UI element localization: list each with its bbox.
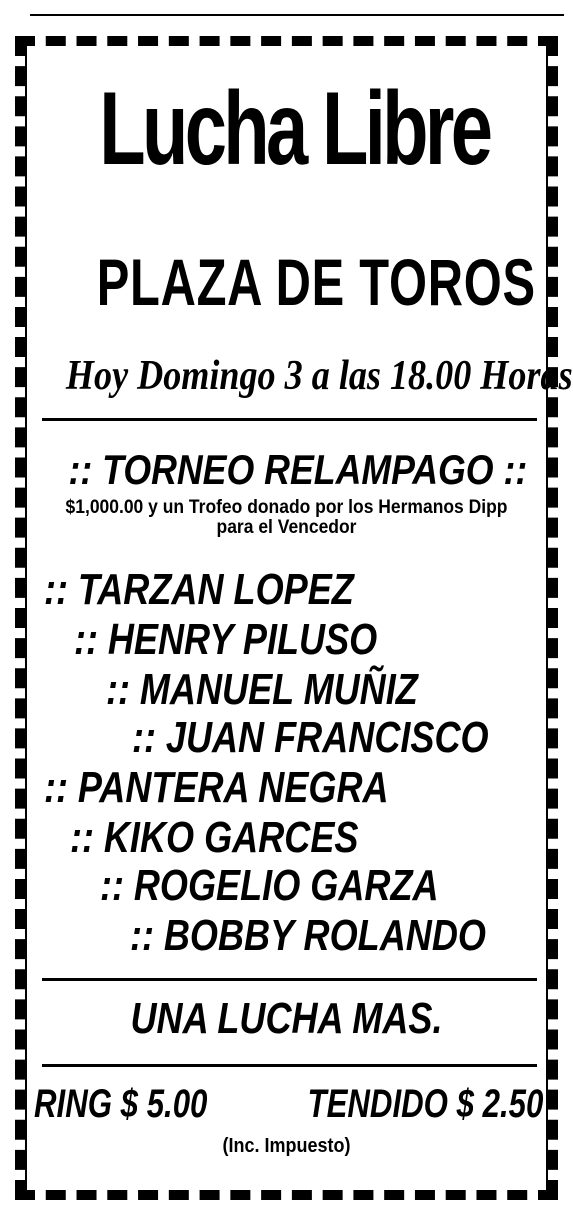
fighter-5 bbox=[44, 764, 389, 812]
fighter-name: BOBBY ROLANDO bbox=[163, 911, 486, 960]
fighter-3 bbox=[106, 666, 418, 714]
fighter-name: PANTERA NEGRA bbox=[77, 763, 389, 812]
tournament-title: :: TORNEO RELAMPAGO :: bbox=[68, 446, 528, 493]
prize-text: $1,000.00 y un Trofeo donado por los Hermanos Dipp para el Vencedor bbox=[65, 497, 508, 538]
fighter-4 bbox=[132, 714, 489, 762]
separator: :: bbox=[44, 565, 69, 614]
fighter-name: JUAN FRANCISCO bbox=[165, 713, 489, 762]
ring-price: RING $ 5.00 bbox=[34, 1082, 208, 1126]
divider-middle bbox=[42, 978, 537, 981]
fighter-2 bbox=[74, 616, 377, 664]
separator: :: bbox=[44, 763, 69, 812]
tax-note: (Inc. Impuesto) bbox=[222, 1135, 351, 1157]
ad-title: Lucha Libre bbox=[99, 71, 490, 187]
top-rule bbox=[30, 14, 564, 16]
fighter-name: TARZAN LOPEZ bbox=[77, 565, 354, 614]
separator: :: bbox=[70, 813, 95, 862]
separator: :: bbox=[106, 665, 131, 714]
fighter-8 bbox=[130, 912, 486, 960]
divider-top bbox=[42, 418, 537, 421]
venue: PLAZA DE TOROS bbox=[96, 245, 536, 319]
separator: :: bbox=[130, 911, 155, 960]
event-datetime: Hoy Domingo 3 a las 18.00 Horas bbox=[65, 353, 573, 399]
separator: :: bbox=[74, 615, 99, 664]
fighter-7 bbox=[100, 862, 439, 910]
separator: :: bbox=[100, 861, 125, 910]
fighter-6 bbox=[70, 814, 358, 862]
fighter-name: ROGELIO GARZA bbox=[133, 861, 439, 910]
fighter-1 bbox=[44, 566, 354, 614]
extra-bout: UNA LUCHA MAS. bbox=[130, 994, 443, 1043]
separator: :: bbox=[132, 713, 157, 762]
tendido-price: TENDIDO $ 2.50 bbox=[307, 1082, 543, 1126]
divider-bottom bbox=[42, 1064, 537, 1067]
fighter-name: HENRY PILUSO bbox=[107, 615, 378, 664]
fighter-name: MANUEL MUÑIZ bbox=[139, 665, 418, 714]
fighter-name: KIKO GARCES bbox=[103, 813, 359, 862]
ad-content bbox=[30, 46, 573, 1186]
